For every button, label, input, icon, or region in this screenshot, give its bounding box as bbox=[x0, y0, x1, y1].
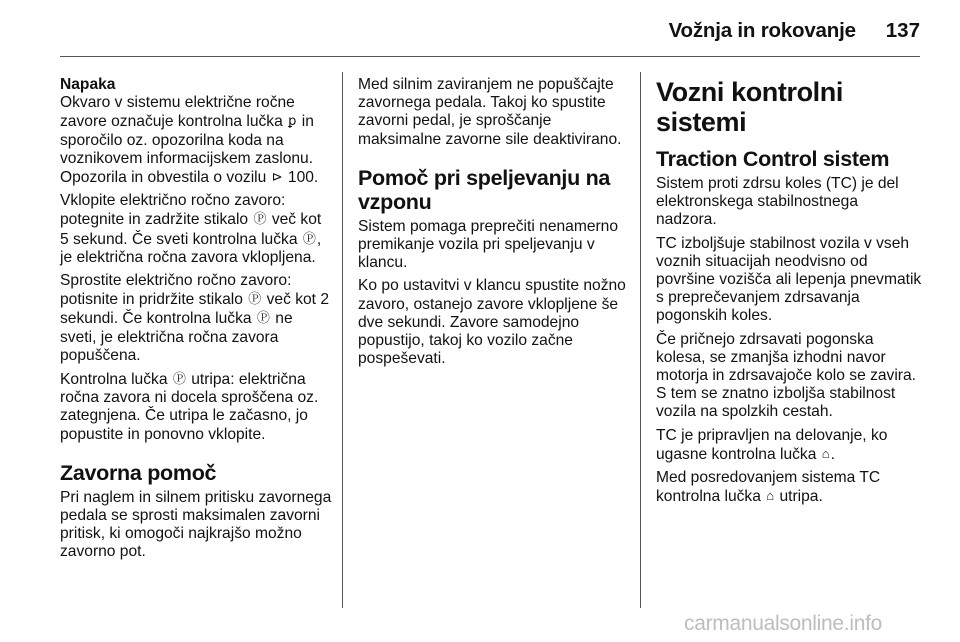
page-number: 137 bbox=[885, 19, 920, 42]
chapter-title: Vozni kontrolni sistemi bbox=[656, 77, 843, 137]
napaka-ref-page[interactable]: 100. bbox=[287, 169, 319, 187]
tc-heading: Traction Control sistem bbox=[656, 147, 890, 171]
tc-paragraph-2: TC izboljšuje stabilnost vozila v vseh voznih situacijah neodvisno od površine vozišča ali lepenja pnevmatik s preprečevanjem zdrsavanja pogonskih koles. bbox=[656, 234, 922, 325]
engage-text-b: več kot 5 sekund. Če sveti kontrolna lučka bbox=[60, 211, 322, 248]
parking-brake-icon: Ⓟ bbox=[302, 230, 316, 246]
reference-arrow-icon: ⊳ bbox=[271, 169, 283, 185]
hill-start-paragraph-1: Sistem pomaga preprečiti nenamerno premikanje vozila pri speljevanju v klancu. bbox=[358, 217, 619, 272]
parking-brake-icon: Ⓟ bbox=[256, 310, 270, 326]
zavorna-pomoc-heading: Zavorna pomoč bbox=[60, 460, 217, 485]
engage-text-c: , je električna ročna zavora vklopljena. bbox=[60, 230, 322, 266]
tc-paragraph-5 bbox=[656, 469, 922, 506]
header-rule bbox=[60, 56, 920, 57]
napaka-text-a: Okvaro v sistemu električne ročne zavore označuje kontrolna lučka bbox=[60, 94, 295, 131]
tc-p4-text-a: TC je pripravljen na delovanje, ko ugasne kontrolna lučka bbox=[656, 426, 888, 463]
column-middle bbox=[358, 76, 630, 373]
tc-p4-text-b: . bbox=[830, 445, 835, 463]
hill-start-heading: Pomoč pri speljevanju na vzponu bbox=[358, 165, 611, 214]
tc-off-icon: ⌂ bbox=[821, 445, 830, 461]
tc-off-icon: ⌂ bbox=[766, 488, 775, 504]
napaka-paragraph bbox=[60, 76, 332, 187]
brake-release-paragraph: Med silnim zaviranjem ne popuščajte zavornega pedala. Takoj ko spustite zavorni pedal, je sproščanje maksimalne zavorne sile deaktivirano. bbox=[358, 76, 622, 148]
watermark: carmanualsonline.info bbox=[684, 612, 882, 635]
engage-paragraph bbox=[60, 192, 332, 267]
parking-brake-icon: Ⓟ bbox=[253, 211, 267, 227]
parking-brake-icon: Ⓟ bbox=[172, 371, 186, 387]
napaka-text-b: in sporočilo oz. opozorilna koda na voznikovem informacijskem zaslonu. Opozorila in obvestila o vozilu bbox=[60, 113, 314, 187]
zavorna-pomoc-paragraph: Pri naglem in silnem pritisku zavornega pedala se sprosti maksimalen zavorni pritisk, ki omogoči najkrajšo možno zavorno pot. bbox=[60, 488, 332, 561]
column-left bbox=[60, 76, 332, 567]
blink-paragraph bbox=[60, 370, 332, 444]
release-text-b: več kot 2 sekundi. Če kontrolna lučka bbox=[60, 291, 329, 328]
column-divider-2 bbox=[640, 72, 641, 608]
release-paragraph bbox=[60, 272, 332, 365]
parking-brake-icon: Ⓟ bbox=[248, 291, 262, 307]
engage-text-a: Vklopite električno ročno zavoro: potegnite in zadržite stikalo bbox=[60, 192, 286, 229]
blink-text-a: Kontrolna lučka bbox=[60, 371, 168, 389]
tc-paragraph-3: Če pričnejo zdrsavati pogonska kolesa, se zmanjša izhodni navor motorja in zdrsavajoče kolo se zavira. S tem se znatno izboljša stabilnost vozila na spolzkih cestah. bbox=[656, 330, 917, 421]
hill-start-paragraph-2: Ko po ustavitvi v klancu spustite nožno zavoro, ostanejo zavore vklopljene še dve sekundi. Zavore samodejno popustijo, takoj ko vozilo začne pospeševati. bbox=[358, 277, 626, 368]
page-header bbox=[669, 19, 920, 49]
release-text-c: ne sveti, je električna ročna zavora popuščena. bbox=[60, 310, 293, 364]
blink-text-b: utripa: električna ročna zavora ni docela sproščena oz. zategnjena. Če utripa le začasno, jo popustite in ponovno vklopite. bbox=[60, 371, 319, 443]
release-text-a: Sprostite električno ročno zavoro: potisnite in pridržite stikalo bbox=[60, 272, 292, 309]
brake-warning-icon: ꝑ bbox=[288, 113, 297, 129]
tc-p5-text-a: Med posredovanjem sistema TC kontrolna lučka bbox=[656, 469, 881, 506]
section-title: Vožnja in rokovanje bbox=[668, 19, 856, 42]
column-divider-1 bbox=[342, 72, 343, 608]
napaka-heading: Napaka bbox=[60, 76, 116, 93]
column-right bbox=[656, 76, 922, 511]
tc-paragraph-1: Sistem proti zdrsu koles (TC) je del elektronskega stabilnostnega nadzora. bbox=[656, 175, 899, 229]
tc-paragraph-4 bbox=[656, 427, 922, 464]
tc-p5-text-b: utripa. bbox=[779, 488, 823, 506]
